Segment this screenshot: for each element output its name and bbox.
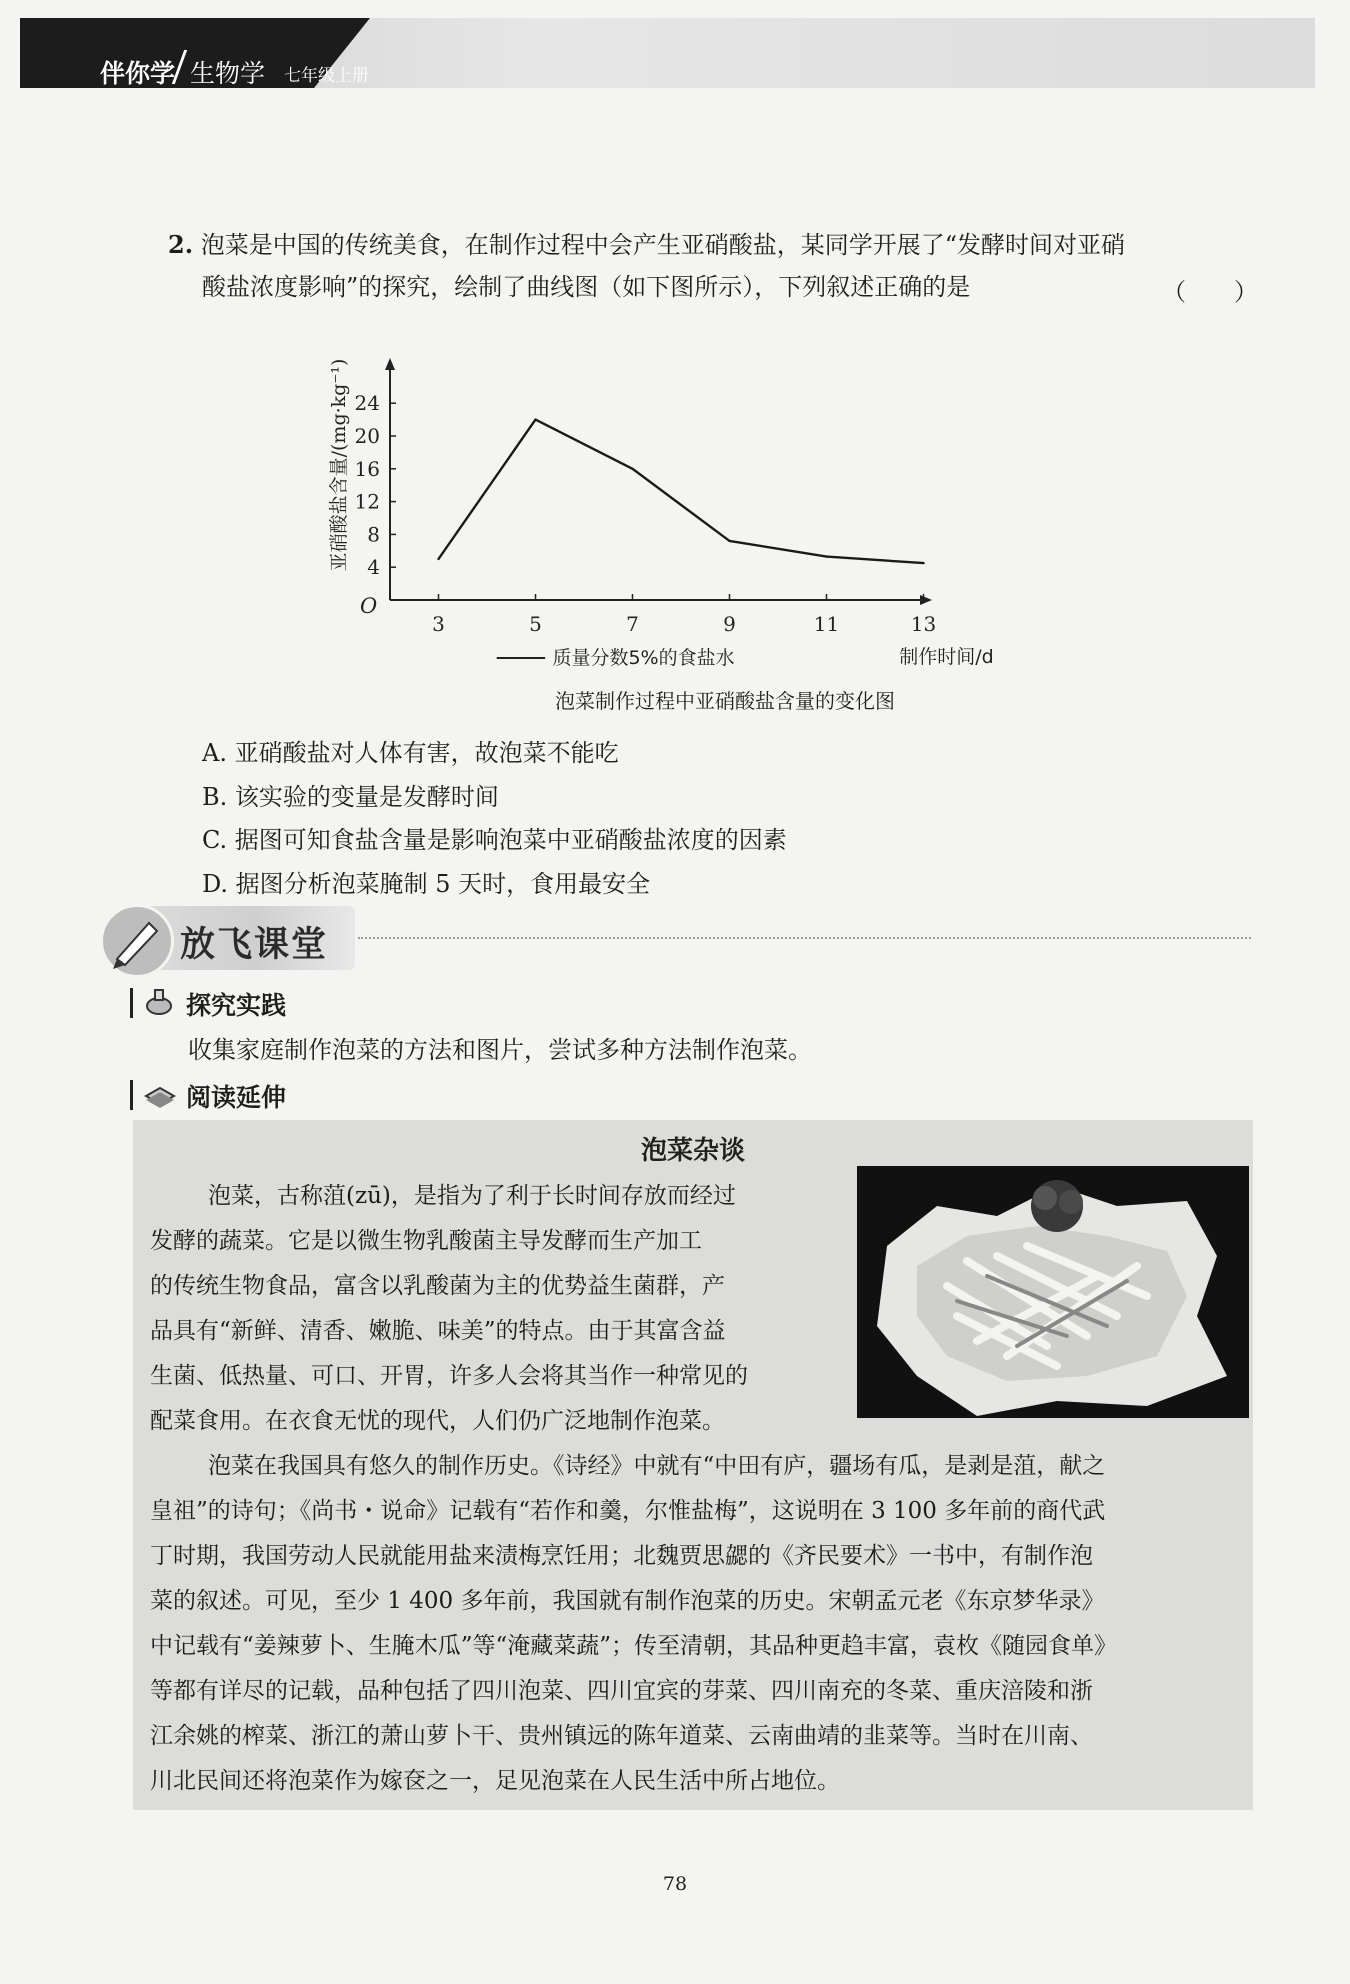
reading-short-line-5: 生菌、低热量、可口、开胃，许多人会将其当作一种常见的 <box>150 1363 748 1389</box>
reading-long-line-4: 菜的叙述。可见，至少 1 400 多年前，我国就有制作泡菜的历史。宋朝孟元老《东京梦华录》 <box>150 1588 1105 1614</box>
y-axis-label: 亚硝酸盐含量/(mg·kg⁻¹) <box>328 358 350 572</box>
question-text-1: 泡菜是中国的传统美食，在制作过程中会产生亚硝酸盐，某同学开展了“发酵时间对亚硝 <box>200 231 1125 259</box>
practice-title: 探究实践 <box>186 991 287 1020</box>
option-a: A. 亚硝酸盐对人体有害，故泡菜不能吃 <box>202 739 619 767</box>
question-text-2: 酸盐浓度影响”的探究，绘制了曲线图（如下图所示），下列叙述正确的是 <box>202 273 971 301</box>
flask-icon <box>144 986 174 1020</box>
x-tick-label: 7 <box>626 612 639 636</box>
reading-heading: 阅读延伸 <box>186 1083 287 1112</box>
chart-title: 泡菜制作过程中亚硝酸盐含量的变化图 <box>555 689 895 713</box>
series-name: 伴你学 <box>100 59 176 88</box>
reading-long-line-6: 等都有详尽的记载，品种包括了四川泡菜、四川宜宾的芽菜、四川南充的冬菜、重庆涪陵和浙 <box>150 1678 1093 1704</box>
series-line <box>439 420 924 563</box>
chart-axes <box>385 358 932 605</box>
reading-long-line-7: 江余姚的榨菜、浙江的萧山萝卜干、贵州镇远的陈年道菜、云南曲靖的韭菜等。当时在川南、 <box>150 1723 1093 1749</box>
x-tick-label: 3 <box>432 612 445 636</box>
reading-short-line-2: 发酵的蔬菜。它是以微生物乳酸菌主导发酵而生产加工 <box>150 1228 702 1254</box>
option-d: D. 据图分析泡菜腌制 5 天时，食用最安全 <box>202 870 651 898</box>
reading-long-line-5: 中记载有“姜辣萝卜、生腌木瓜”等“淹藏菜蔬”；传至清朝，其品种更趋丰富，袁枚《随园食单》 <box>150 1633 1118 1659</box>
y-tick-label: 16 <box>354 456 380 481</box>
pickled-vegetable-photo <box>857 1166 1249 1418</box>
reading-title: 泡菜杂谈 <box>640 1136 745 1166</box>
section-divider <box>358 937 1251 939</box>
practice-text: 收集家庭制作泡菜的方法和图片，尝试多种方法制作泡菜。 <box>188 1036 812 1064</box>
y-tick-label: 24 <box>354 391 380 416</box>
x-tick-label: 5 <box>529 612 542 636</box>
data-point <box>728 540 730 542</box>
reading-short-line-6: 配菜食用。在衣食无忧的现代，人们仍广泛地制作泡菜。 <box>150 1408 725 1434</box>
data-point <box>631 468 633 470</box>
x-tick-label: 13 <box>910 612 937 636</box>
x-tick-label: 9 <box>723 612 736 636</box>
answer-bracket: （ ） <box>1162 278 1258 306</box>
section-title: 放飞课堂 <box>180 925 329 965</box>
y-tick-label: 4 <box>367 555 380 580</box>
y-tick-label: 20 <box>354 424 380 448</box>
subject-name: 生物学 <box>190 59 266 88</box>
x-axis-label: 制作时间/d <box>899 646 994 668</box>
reading-long-line-2: 皇祖”的诗句；《尚书・说命》记载有“若作和羹，尔惟盐梅”，这说明在 3 100 多年前的商代武 <box>150 1498 1106 1524</box>
nitrite-line-chart <box>310 320 1140 720</box>
chart-series <box>437 418 924 564</box>
option-c: C. 据图可知食盐含量是影响泡菜中亚硝酸盐浓度的因素 <box>202 826 787 854</box>
reading-short-line-3: 的传统生物食品，富含以乳酸菌为主的优势益生菌群，产 <box>150 1273 725 1299</box>
grade-name: 七年级上册 <box>284 66 369 86</box>
data-point <box>534 418 536 420</box>
page-number: 78 <box>662 1873 688 1895</box>
reading-long-line-1: 泡菜在我国具有悠久的制作历史。《诗经》中就有“中田有庐，疆场有瓜，是剥是菹，献之 <box>208 1453 1106 1479</box>
question-number: 2. <box>168 230 194 259</box>
reading-long-line-3: 丁时期，我国劳动人民就能用盐来渍梅烹饪用；北魏贾思勰的《齐民要术》一书中，有制作泡 <box>150 1543 1093 1569</box>
x-axis-arrow <box>920 595 932 605</box>
reading-long-line-8: 川北民间还将泡菜作为嫁奁之一，足见泡菜在人民生活中所占地位。 <box>150 1768 840 1794</box>
y-tick-label: 8 <box>367 522 380 547</box>
pencil-icon <box>100 904 174 978</box>
option-b: B. 该实验的变量是发酵时间 <box>202 783 499 811</box>
practice-marker <box>130 988 133 1018</box>
reading-marker <box>130 1080 133 1110</box>
reading-short-line-4: 品具有“新鲜、清香、嫩脆、味美”的特点。由于其富含益 <box>150 1318 726 1344</box>
book-icon <box>144 1078 176 1112</box>
legend-label: 质量分数5%的食盐水 <box>552 647 735 669</box>
y-tick-label: 12 <box>354 489 380 514</box>
data-point <box>825 555 827 557</box>
question-line-1 <box>168 222 1125 268</box>
reading-short-line-1: 泡菜，古称菹(zū)，是指为了利于长时间存放而经过 <box>208 1183 736 1209</box>
data-point <box>437 558 439 560</box>
x-tick-label: 11 <box>813 612 840 636</box>
data-point <box>922 562 924 564</box>
origin-label: O <box>360 594 378 618</box>
y-axis-arrow <box>385 358 395 370</box>
